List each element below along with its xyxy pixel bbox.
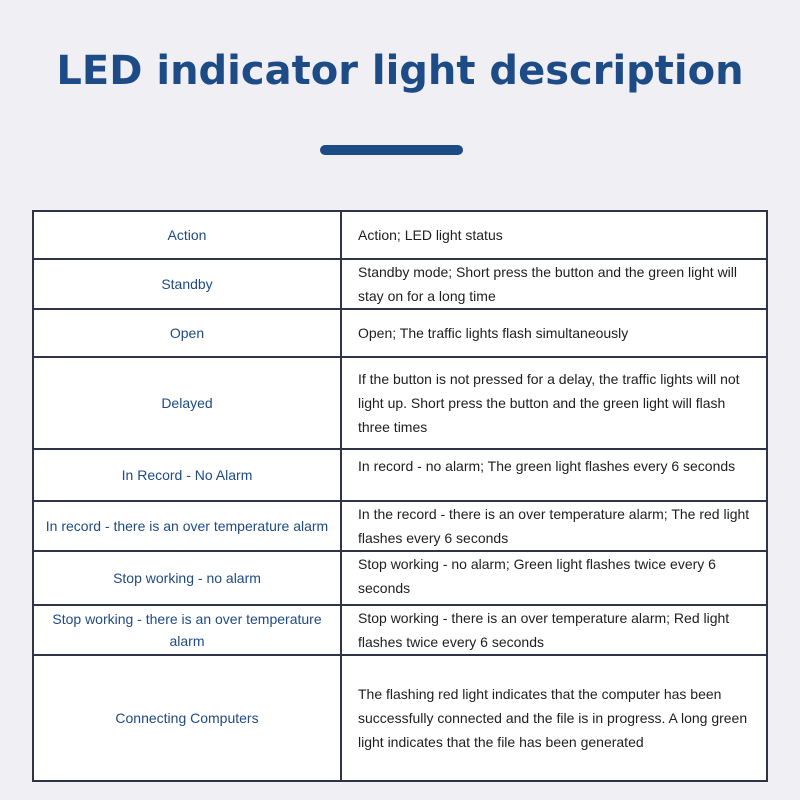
table-row — [33, 605, 767, 655]
action-cell: Delayed — [33, 357, 341, 449]
action-cell: Connecting Computers — [33, 655, 341, 781]
action-cell: Stop working - there is an over temperature alarm — [33, 605, 341, 655]
status-cell: In record - no alarm; The green light flashes every 6 seconds — [341, 449, 767, 501]
status-cell: In the record - there is an over temperature alarm; The red light flashes every 6 seconds — [341, 501, 767, 551]
table-row — [33, 655, 767, 781]
table-row — [33, 309, 767, 357]
table-row — [33, 357, 767, 449]
status-cell: Action; LED light status — [341, 211, 767, 259]
action-cell: Action — [33, 211, 341, 259]
action-cell: Open — [33, 309, 341, 357]
table-row — [33, 551, 767, 605]
status-cell: The flashing red light indicates that the computer has been successfully connected and the file is in progress. A long green light indicates that the file has been generated — [341, 655, 767, 781]
table-row — [33, 259, 767, 309]
table-row — [33, 211, 767, 259]
action-cell: Standby — [33, 259, 341, 309]
status-cell: Stop working - there is an over temperature alarm; Red light flashes twice every 6 seconds — [341, 605, 767, 655]
status-cell: Standby mode; Short press the button and the green light will stay on for a long time — [341, 259, 767, 309]
action-cell: In record - there is an over temperature alarm — [33, 501, 341, 551]
status-cell: Stop working - no alarm; Green light flashes twice every 6 seconds — [341, 551, 767, 605]
status-cell: If the button is not pressed for a delay, the traffic lights will not light up. Short press the button and the green light will flash three times — [341, 357, 767, 449]
page-title: LED indicator light description — [56, 48, 744, 94]
action-cell: In Record - No Alarm — [33, 449, 341, 501]
table-row — [33, 501, 767, 551]
table-row — [33, 449, 767, 501]
title-underline-bar — [320, 145, 463, 155]
action-cell: Stop working - no alarm — [33, 551, 341, 605]
status-cell: Open; The traffic lights flash simultaneously — [341, 309, 767, 357]
led-description-table — [32, 210, 768, 782]
